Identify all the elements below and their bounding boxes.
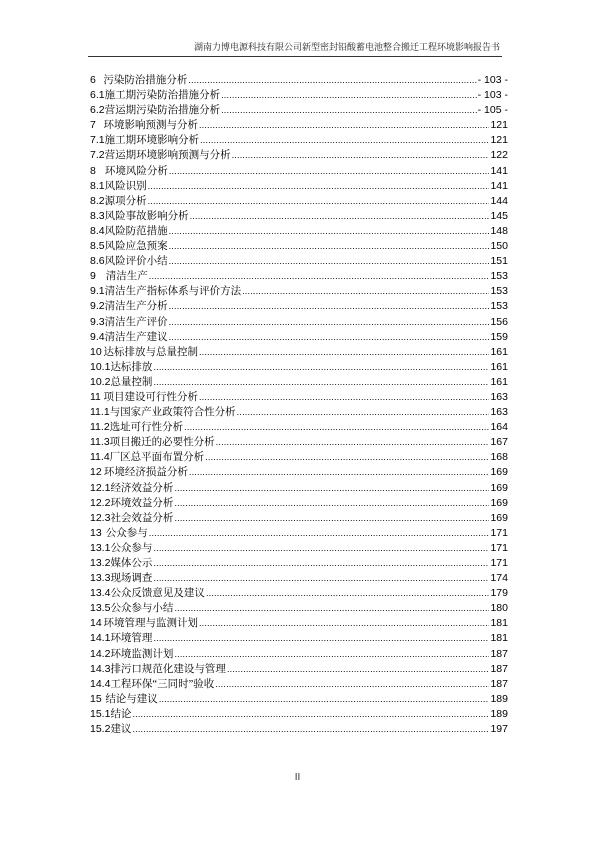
toc-entry-title: 排污口规范化建设与管理 — [110, 663, 226, 675]
toc-entry-page: 189 — [490, 692, 508, 705]
toc-entry-title: 清洁生产分析 — [104, 301, 168, 313]
toc-entry-number: 8.6 — [90, 255, 105, 268]
toc-entry-title: 与国家产业政策符合性分析 — [109, 407, 236, 419]
toc-entry-title: 社会效益分析 — [110, 512, 174, 524]
toc-entry-number: 13.3 — [90, 572, 111, 585]
toc-entry-title: 营运期环境影响预测与分析 — [104, 150, 231, 162]
toc-entry-page: 159 — [490, 330, 508, 343]
toc-entry[interactable] — [90, 269, 508, 284]
toc-leader-dots — [237, 405, 490, 420]
toc-leader-dots — [149, 269, 490, 284]
toc-entry[interactable] — [90, 209, 508, 224]
page-number: II — [294, 772, 301, 783]
toc-entry-page: 153 — [490, 285, 508, 298]
toc-leader-dots — [199, 390, 490, 405]
toc-leader-dots — [174, 481, 489, 496]
toc-leader-dots — [184, 420, 489, 435]
toc-entry[interactable] — [90, 390, 508, 405]
toc-entry-number: 14 — [90, 617, 102, 630]
toc-leader-dots — [174, 647, 489, 662]
toc-entry-page: 187 — [490, 647, 508, 660]
toc-leader-dots — [199, 118, 490, 133]
toc-entry[interactable] — [90, 662, 508, 677]
toc-entry-number: 8.4 — [90, 224, 105, 237]
toc-leader-dots — [215, 677, 489, 692]
toc-entry-title: 建议 — [110, 724, 132, 736]
toc-entry-title: 环境监测计划 — [110, 648, 174, 660]
toc-entry-title: 结论与建议 — [105, 693, 158, 705]
toc-entry-page: 169 — [490, 466, 508, 479]
toc-entry[interactable] — [90, 299, 508, 314]
toc-leader-dots — [169, 330, 490, 345]
toc-leader-dots — [174, 511, 489, 526]
toc-leader-dots — [169, 239, 490, 254]
toc-entry-page: 171 — [490, 557, 508, 569]
toc-entry-page: 148 — [490, 224, 508, 237]
running-header: 湖南力博电源科技有限公司新型密封铅酸蓄电池整合搬迁工程环境影响报告书 — [193, 42, 500, 52]
toc-entry-title: 环境管理与监测计划 — [103, 618, 198, 630]
toc-entry-number: 7.2 — [90, 149, 105, 162]
toc-entry-number: 9.3 — [90, 315, 105, 328]
toc-entry-title: 污染防治措施分析 — [103, 75, 188, 86]
toc-leader-dots — [153, 360, 489, 375]
toc-leader-dots — [189, 465, 490, 480]
toc-entry-page: 181 — [490, 617, 508, 630]
toc-leader-dots — [148, 179, 490, 194]
toc-entry-title: 风险防范措施 — [104, 225, 168, 237]
toc-entry-page: 121 — [490, 119, 508, 132]
toc-entry[interactable] — [90, 677, 508, 692]
toc-entry-number: 15.2 — [90, 723, 111, 736]
toc-entry[interactable] — [90, 375, 508, 390]
toc-entry-number: 12.2 — [90, 496, 111, 509]
toc-entry-number: 15.1 — [90, 707, 111, 720]
toc-leader-dots — [153, 571, 489, 586]
toc-entry[interactable] — [90, 616, 508, 631]
toc-leader-dots — [159, 692, 490, 707]
toc-leader-dots — [227, 662, 490, 677]
toc-entry[interactable] — [90, 239, 508, 254]
toc-entry[interactable] — [90, 194, 508, 209]
toc-entry-page: 171 — [490, 541, 508, 554]
toc-entry-number: 13.4 — [90, 587, 111, 600]
toc-entry-title: 媒体公示 — [110, 558, 153, 569]
toc-entry-page: 189 — [490, 707, 508, 720]
toc-leader-dots — [205, 450, 489, 465]
toc-entry-number: 14.1 — [90, 632, 111, 645]
toc-entry-title: 工程环保“三同时”验收 — [110, 678, 215, 690]
table-of-contents — [90, 73, 508, 737]
toc-entry-page: 171 — [490, 526, 508, 539]
toc-entry[interactable] — [90, 330, 508, 345]
toc-entry-number: 7.1 — [90, 134, 105, 147]
toc-entry-page: 144 — [490, 194, 508, 207]
toc-leader-dots — [169, 224, 490, 239]
toc-entry-page: 153 — [490, 300, 508, 313]
toc-entry-title: 公众参与 — [110, 542, 153, 554]
toc-entry[interactable] — [90, 405, 508, 420]
toc-entry-page: 141 — [490, 179, 508, 192]
toc-entry-page: 180 — [490, 602, 508, 615]
toc-entry-page: 163 — [490, 390, 508, 403]
toc-leader-dots — [200, 133, 489, 148]
toc-entry-title: 选址可行性分析 — [109, 422, 184, 434]
toc-entry-page: 169 — [490, 496, 508, 509]
toc-entry[interactable] — [90, 148, 508, 163]
toc-entry-number: 12 — [90, 466, 102, 479]
toc-entry[interactable] — [90, 631, 508, 646]
toc-entry-title: 风险评价小结 — [104, 256, 168, 268]
toc-entry-title: 风险识别 — [104, 180, 147, 192]
toc-entry-page: 169 — [490, 481, 508, 494]
toc-leader-dots — [221, 103, 477, 118]
toc-entry-number: 7 — [90, 119, 96, 132]
toc-entry-title: 风险事故影响分析 — [104, 210, 189, 222]
toc-leader-dots — [169, 299, 490, 314]
toc-entry-number: 6 — [90, 74, 96, 86]
toc-entry-title: 源项分析 — [104, 195, 147, 207]
toc-entry[interactable] — [90, 541, 508, 556]
toc-entry-number: 10.1 — [90, 360, 111, 373]
toc-entry[interactable] — [90, 435, 508, 450]
toc-entry[interactable] — [90, 103, 508, 118]
toc-entry-number: 13 — [90, 526, 102, 539]
toc-entry-title: 项目建设可行性分析 — [103, 391, 198, 403]
toc-leader-dots — [190, 209, 490, 224]
toc-entry[interactable] — [90, 360, 508, 375]
toc-leader-dots — [206, 586, 490, 601]
toc-leader-dots — [232, 148, 490, 163]
toc-entry-title: 施工期环境影响分析 — [104, 135, 200, 147]
toc-entry-number: 13.1 — [90, 541, 111, 554]
toc-entry-page: 161 — [490, 345, 508, 358]
toc-entry[interactable] — [90, 73, 508, 88]
toc-entry-title: 公众参与 — [105, 527, 148, 539]
toc-entry-title: 公众反馈意见及建议 — [110, 588, 205, 600]
toc-leader-dots — [242, 284, 489, 299]
toc-entry-number: 6.2 — [90, 104, 105, 117]
toc-entry-page: 174 — [490, 572, 508, 585]
toc-entry[interactable] — [90, 254, 508, 269]
toc-entry-page: 168 — [490, 451, 508, 464]
toc-entry-page: 145 — [490, 209, 508, 222]
toc-entry-number: 13.2 — [90, 557, 111, 569]
toc-entry[interactable] — [90, 118, 508, 133]
toc-entry-number: 15 — [90, 692, 102, 705]
toc-entry-title: 清洁生产评价 — [104, 316, 168, 328]
toc-entry-number: 8.2 — [90, 194, 105, 207]
toc-entry-page: 163 — [490, 406, 508, 419]
toc-entry-page: 161 — [490, 375, 508, 388]
toc-entry-title: 经济效益分析 — [110, 482, 174, 494]
toc-entry-title: 环境影响预测与分析 — [103, 120, 198, 132]
toc-leader-dots — [132, 707, 489, 722]
toc-entry-title: 风险应急预案 — [104, 241, 168, 253]
toc-entry[interactable] — [90, 571, 508, 586]
toc-entry-number: 6.1 — [90, 89, 105, 102]
toc-entry[interactable] — [90, 647, 508, 662]
toc-entry-page: 197 — [490, 723, 508, 736]
toc-leader-dots — [153, 541, 489, 556]
toc-entry-page: 187 — [490, 677, 508, 690]
toc-entry-title: 总量控制 — [110, 376, 153, 388]
toc-entry-title: 施工期污染防治措施分析 — [104, 90, 221, 102]
toc-entry-number: 9 — [90, 270, 96, 283]
toc-entry[interactable] — [90, 284, 508, 299]
toc-entry[interactable] — [90, 556, 508, 571]
toc-entry-number: 12.3 — [90, 511, 111, 524]
toc-entry-number: 8.1 — [90, 179, 105, 192]
toc-entry[interactable] — [90, 692, 508, 707]
toc-entry-page: 181 — [490, 632, 508, 645]
toc-entry-title: 现场调查 — [110, 573, 153, 585]
toc-entry-page: 151 — [490, 255, 508, 268]
toc-entry-page: 153 — [490, 270, 508, 283]
toc-entry[interactable] — [90, 722, 508, 737]
toc-entry[interactable] — [90, 526, 508, 541]
toc-entry[interactable] — [90, 88, 508, 103]
toc-entry-page: 150 — [490, 240, 508, 253]
toc-entry-title: 公众参与小结 — [110, 603, 174, 615]
toc-entry-number: 12.1 — [90, 481, 111, 494]
toc-entry-number: 8.5 — [90, 240, 105, 253]
toc-entry[interactable] — [90, 133, 508, 148]
toc-leader-dots — [216, 435, 490, 450]
toc-leader-dots — [169, 164, 490, 179]
toc-entry-number: 8.3 — [90, 209, 105, 222]
toc-entry-number: 10.2 — [90, 375, 111, 388]
toc-entry[interactable] — [90, 586, 508, 601]
toc-entry-page: 169 — [490, 511, 508, 524]
toc-entry-page: 121 — [490, 134, 508, 147]
toc-entry-number: 11.3 — [90, 436, 110, 449]
toc-entry-title: 环境风险分析 — [104, 165, 168, 177]
toc-entry-title: 达标排放 — [110, 361, 153, 373]
toc-leader-dots — [188, 73, 476, 88]
toc-entry-number: 9.4 — [90, 330, 105, 343]
toc-entry-number: 9.1 — [90, 285, 105, 298]
toc-entry-page: 156 — [490, 315, 508, 328]
toc-entry-page: 167 — [490, 436, 508, 449]
toc-entry-title: 项目搬迁的必要性分析 — [109, 437, 215, 449]
toc-entry[interactable] — [90, 450, 508, 465]
toc-entry[interactable] — [90, 481, 508, 496]
toc-entry-title: 清洁生产建议 — [104, 331, 168, 343]
toc-entry[interactable] — [90, 707, 508, 722]
toc-entry-page: 179 — [490, 587, 508, 600]
toc-entry-page: 122 — [490, 149, 508, 162]
toc-entry-page: - 103 - — [477, 74, 508, 86]
toc-entry-number: 11.4 — [90, 451, 110, 464]
toc-leader-dots — [221, 88, 477, 103]
toc-entry-number: 11.2 — [90, 421, 110, 434]
toc-entry[interactable] — [90, 164, 508, 179]
toc-leader-dots — [153, 556, 489, 571]
toc-entry-title: 环境效益分析 — [110, 497, 174, 509]
header-rule — [88, 56, 502, 57]
toc-entry-page: 161 — [490, 360, 508, 373]
toc-entry-title: 厂区总平面布置分析 — [109, 452, 205, 464]
toc-entry[interactable] — [90, 465, 508, 480]
toc-entry[interactable] — [90, 420, 508, 435]
toc-entry-number: 8 — [90, 164, 96, 177]
toc-entry[interactable] — [90, 224, 508, 239]
toc-leader-dots — [199, 616, 490, 631]
toc-entry-number: 14.3 — [90, 662, 111, 675]
toc-entry-number: 14.4 — [90, 677, 111, 690]
toc-entry-number: 11 — [90, 390, 101, 403]
toc-entry[interactable] — [90, 345, 508, 360]
toc-leader-dots — [174, 601, 489, 616]
toc-leader-dots — [148, 194, 490, 209]
toc-entry-page: 141 — [490, 164, 508, 177]
toc-entry[interactable] — [90, 179, 508, 194]
toc-leader-dots — [174, 496, 489, 511]
toc-entry-page: - 105 - — [477, 104, 508, 117]
toc-leader-dots — [132, 722, 489, 737]
toc-entry-title: 清洁生产指标体系与评价方法 — [104, 286, 242, 298]
toc-leader-dots — [153, 631, 489, 646]
toc-entry-number: 9.2 — [90, 300, 105, 313]
toc-entry[interactable] — [90, 315, 508, 330]
toc-leader-dots — [149, 526, 490, 541]
toc-leader-dots — [153, 375, 489, 390]
toc-entry-title: 营运期污染防治措施分析 — [104, 105, 221, 117]
toc-entry-title: 环境经济损益分析 — [103, 467, 188, 479]
toc-entry-title: 达标排放与总量控制 — [103, 346, 198, 358]
toc-entry-number: 10 — [90, 345, 102, 358]
toc-entry-title: 环境管理 — [110, 633, 153, 645]
toc-leader-dots — [199, 345, 490, 360]
toc-entry[interactable] — [90, 496, 508, 511]
toc-entry-page: - 103 - — [477, 89, 508, 102]
toc-leader-dots — [169, 315, 490, 330]
toc-entry-page: 164 — [490, 421, 508, 434]
toc-entry-page: 187 — [490, 662, 508, 675]
toc-entry-number: 13.5 — [90, 602, 111, 615]
toc-entry[interactable] — [90, 511, 508, 526]
toc-entry-title: 结论 — [110, 708, 132, 720]
toc-entry-number: 14.2 — [90, 647, 111, 660]
toc-entry-number: 11.1 — [90, 406, 110, 419]
toc-entry[interactable] — [90, 601, 508, 616]
toc-entry-title: 清洁生产 — [105, 271, 148, 283]
toc-leader-dots — [169, 254, 490, 269]
